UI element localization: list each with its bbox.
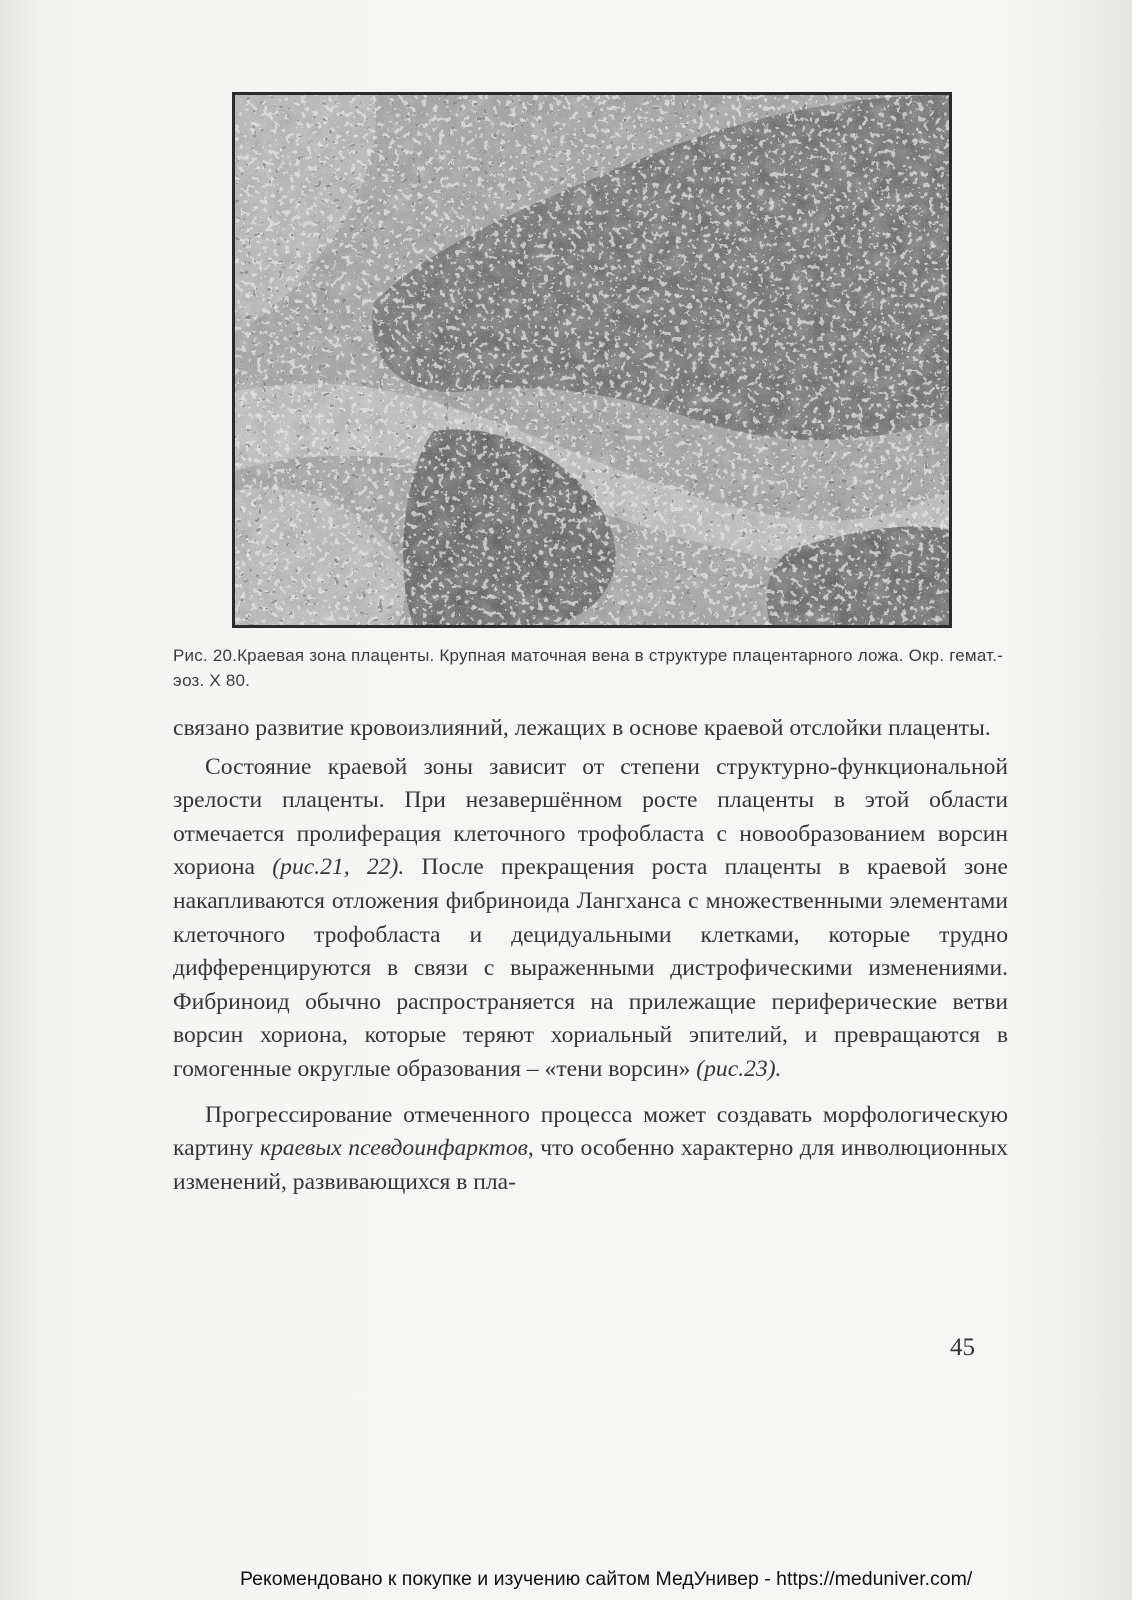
footer-note: Рекомендовано к покупке и изучению сайтом МедУнивер - https://meduniver.com/ bbox=[240, 1568, 973, 1590]
text-run: Прогрессирование отмеченного процесса может создавать морфологическую картину bbox=[173, 1101, 1008, 1162]
text-run: , что особенно характерно для инволюционных изменений, развивающихся в пла- bbox=[173, 1135, 1008, 1195]
text-run: Состояние краевой зоны зависит от степени структурно-функциональной зрелости плаценты. При незавершённом росте плаценты в этой области отмечается пролиферация клеточного трофобласта с новообразованием ворсин хориона bbox=[173, 753, 1008, 881]
body-text bbox=[173, 712, 1008, 1199]
emphasis-term: краевых псевдоинфарктов bbox=[259, 1135, 528, 1162]
text-run: связано развитие кровоизлияний, лежащих в основе краевой отслойки плаценты. bbox=[173, 715, 991, 741]
text-run: После прекращения роста плаценты в краевой зоне накапливаются отложения фибриноида Лангханса с множественными элементами клеточного трофобласта и децидуальными клетками, которые трудно дифференцируются в связи с выраженными дистрофическими изменениями. Фибриноид обычно распространяется на прилежащие периферические ветви ворсин хориона, которые теряют хориальный эпителий, и превращаются в гомогенные округлые образования – «тени ворсин» bbox=[173, 854, 1009, 1082]
paragraph bbox=[173, 712, 1008, 746]
figure-caption: Рис. 20.Краевая зона плаценты. Крупная маточная вена в структуре плацентарного ложа. Окр. гемат.-эоз. Х 80. bbox=[173, 646, 1003, 690]
paragraph bbox=[173, 751, 1008, 1087]
figure-reference: (рис.23). bbox=[696, 1055, 782, 1082]
page-number: 45 bbox=[950, 1334, 975, 1361]
figure-reference: (рис.21, 22). bbox=[272, 854, 405, 881]
paragraph bbox=[173, 1099, 1008, 1200]
micrograph-figure bbox=[232, 92, 952, 628]
micrograph-image bbox=[235, 95, 949, 625]
